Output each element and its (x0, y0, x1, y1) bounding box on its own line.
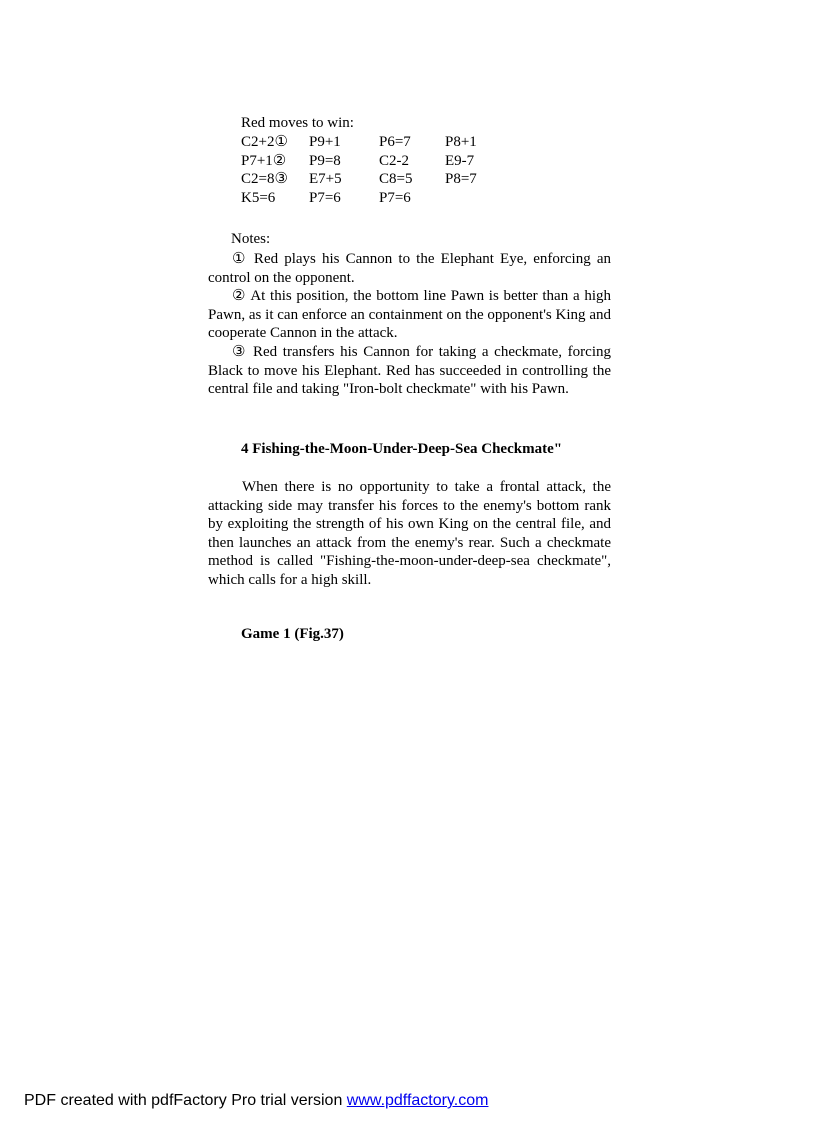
move: P7=6 (309, 189, 341, 206)
move: C8=5 (379, 171, 413, 188)
pdf-footer (24, 1092, 488, 1110)
notes-heading: Notes: (231, 231, 271, 247)
move: E9-7 (445, 152, 475, 169)
note-2: ② At this position, the bottom line Pawn is better than a high Pawn, as it can enforce an containment on the opponent's King and cooperate Cannon in the attack. (208, 288, 611, 342)
game-heading: Game 1 (Fig.37) (241, 626, 344, 642)
note-1: ① Red plays his Cannon to the Elephant Eye, enforcing an control on the opponent. (208, 251, 611, 286)
footer-link[interactable]: www.pdffactory.com (346, 1092, 489, 1109)
section-body (208, 478, 611, 590)
moves-intro: Red moves to win: (241, 115, 354, 131)
move: C2=8③ (241, 171, 288, 188)
move: E7+5 (309, 171, 342, 188)
move-row (241, 170, 505, 189)
move: P9=8 (309, 152, 341, 169)
section-paragraph: When there is no opportunity to take a frontal attack, the attacking side may transfer his forces to the enemy's bottom rank by exploiting the strength of his own King on the central file, and then launches an attack from the enemy's rear. Such a checkmate method is called "Fishing-the-moon-under-deep-sea checkmate", which calls for a high skill. (208, 479, 611, 588)
move: C2-2 (379, 152, 409, 169)
notes-section (208, 250, 611, 399)
move: P7=6 (379, 189, 411, 206)
move: P6=7 (379, 134, 411, 150)
move (445, 189, 505, 208)
move-row (241, 189, 505, 208)
move: C2+2① (241, 134, 288, 150)
move: P8+1 (445, 134, 477, 150)
move-list (241, 133, 505, 207)
move: P9+1 (309, 134, 341, 150)
move-row (241, 133, 505, 152)
move: P8=7 (445, 171, 477, 188)
section-heading: 4 Fishing-the-Moon-Under-Deep-Sea Checkmate" (241, 441, 563, 457)
move: K5=6 (241, 189, 276, 206)
move-row (241, 152, 505, 171)
move: P7+1② (241, 152, 287, 169)
note-3: ③ Red transfers his Cannon for taking a checkmate, forcing Black to move his Elephant. Red has succeeded in controlling the central file and taking "Iron-bolt checkmate" with his Pawn. (208, 343, 611, 398)
footer-text: PDF created with pdfFactory Pro trial version (24, 1092, 347, 1109)
